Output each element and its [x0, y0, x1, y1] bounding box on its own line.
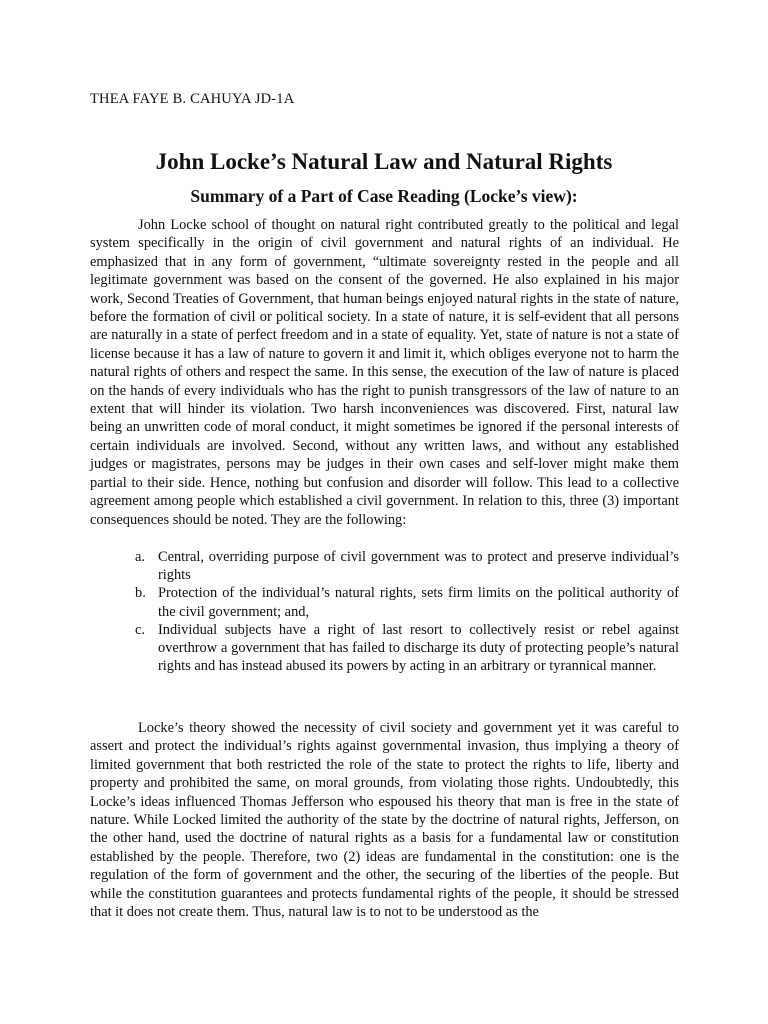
document-title: John Locke’s Natural Law and Natural Rights — [155, 149, 613, 174]
list-item-text: Protection of the individual’s natural rights, sets firm limits on the political authority of the civil government; and, — [158, 585, 679, 620]
document-subtitle: Summary of a Part of Case Reading (Locke’s view): — [190, 186, 578, 206]
list-marker: b. — [135, 585, 146, 602]
list-item-text: Central, overriding purpose of civil government was to protect and preserve individual’s rights — [158, 549, 679, 584]
author-line: THEA FAYE B. CAHUYA JD-1A — [90, 91, 295, 107]
list-item-text: Individual subjects have a right of last resort to collectively resist or rebel against overthrow a government that has failed to discharge its duty of protecting people’s natural rights and has instead abused its powers by acting in an arbitrary or tyrannical manner. — [158, 621, 679, 675]
list-marker: c. — [135, 621, 145, 638]
consequences-list — [135, 548, 679, 675]
list-marker: a. — [135, 549, 145, 565]
body-paragraph-2: Locke’s theory showed the necessity of civil society and government yet it was careful to assert and protect the individual’s rights against governmental invasion, thus implying a theory of limited government that both restricted the role of the state to protect the rights to life, liberty and property and prohibited the same, on moral grounds, from violating those rights. Undoubtedly, this Locke’s ideas influenced Thomas Jefferson who espoused his theory that man is free in the state of nature. While Locked limited the authority of the state by the doctrine of natural rights, Jefferson, on the other hand, used the doctrine of natural rights as a basis for a fundamental law or constitution established by the people. Therefore, two (2) ideas are fundamental in the constitution: one is the regulation of the form of government and the other, the securing of the liberties of the people. But while the constitution guarantees and protects fundamental rights of the people, it should be stressed that it does not create them. Thus, natural law is to not to be understood as the — [90, 720, 679, 921]
body-paragraph-1: John Locke school of thought on natural right contributed greatly to the political and legal system specifically in the origin of civil government and natural rights of an individual. He emphasized that in any form of government, “ultimate sovereignty rested in the people and all legitimate government was based on the consent of the governed. He also explained in his major work, Second Treaties of Government, that human beings enjoyed natural rights in the state of nature, before the formation of civil or political society. In a state of nature, it is self-evident that all persons are naturally in a state of perfect freedom and in a state of equality. Yet, state of nature is not a state of license because it has a law of nature to govern it and limit it, which obliges everyone not to harm the natural rights of others and respect the same. In this sense, the execution of the law of nature is placed on the hands of every individuals who has the right to punish transgressors of the law of nature to an extent that will hinder its violation. Two harsh inconveniences was discovered. First, natural law being an unwritten code of moral conduct, it might sometimes be ignored if the personal interests of certain individuals are involved. Second, without any written laws, and without any established judges or magistrates, persons may be judges in their own cases and self-lover might make them partial to their side. Hence, nothing but confusion and disorder will follow. This lead to a collective agreement among people which established a civil government. In relation to this, three (3) important consequences should be noted. They are the following: — [90, 217, 679, 528]
list-item — [135, 621, 679, 676]
list-item — [135, 548, 679, 584]
list-item — [135, 584, 679, 620]
